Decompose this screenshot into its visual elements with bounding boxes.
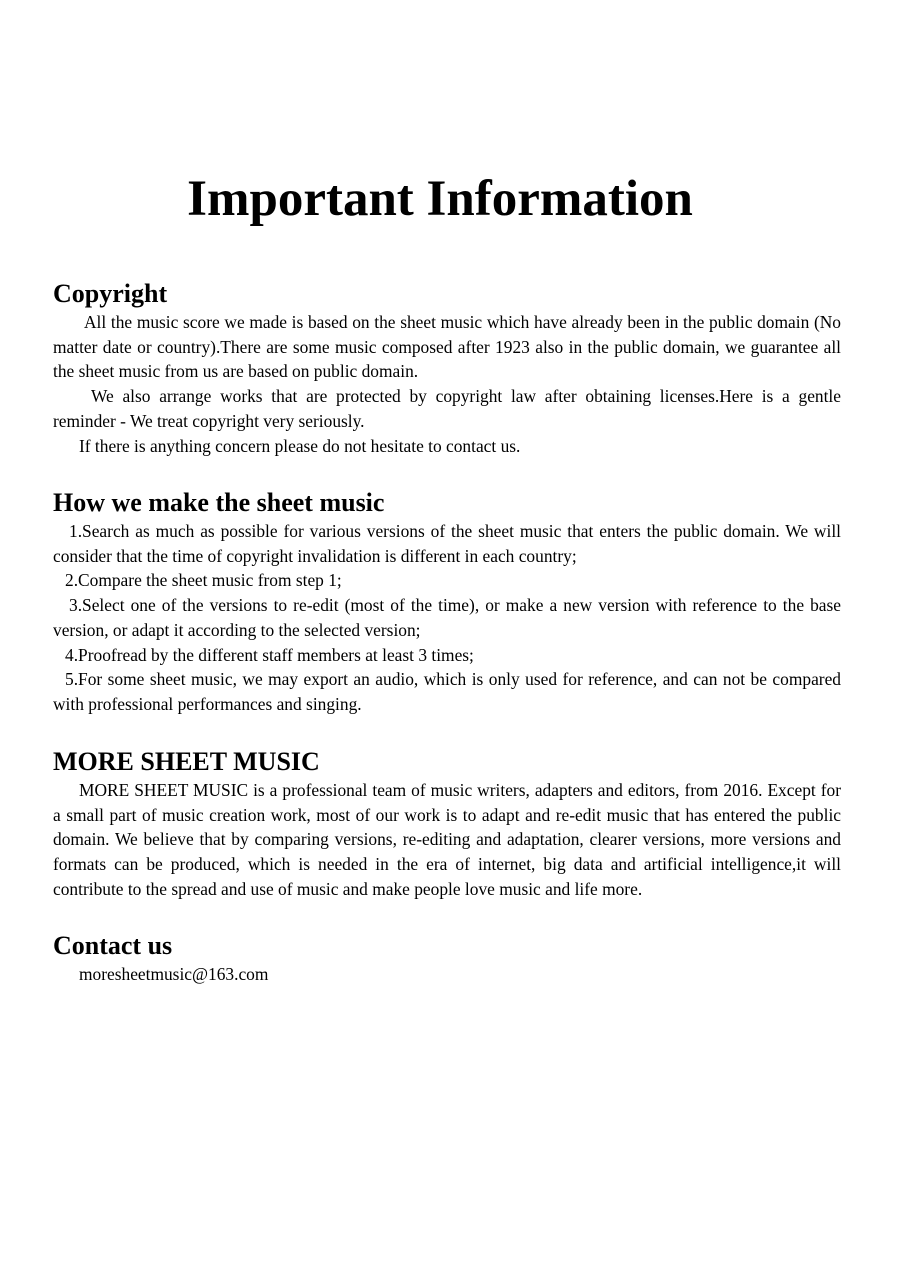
copyright-heading: Copyright [53,279,168,308]
copyright-section [53,278,841,458]
process-step-5: 5.For some sheet music, we may export an audio, which is only used for reference, and can not be compared with professional performances and singing. [53,669,841,714]
how-we-make-section [53,487,841,717]
more-sheet-music-section [53,746,841,902]
page-title: Important Information [187,171,693,227]
contact-heading: Contact us [53,931,173,960]
more-sheet-music-paragraph: MORE SHEET MUSIC is a professional team of music writers, adapters and editors, from 2016. Except for a small part of music creation work, most of our work is to adapt and re-edit music that has entered the public domain. We believe that by comparing versions, re-editing and adaptation, clearer versions, more versions and formats can be produced, which is needed in the era of internet, big data and artificial intelligence,it will contribute to the spread and use of music and make people love music and life more. [53,780,841,899]
copyright-paragraph-1: All the music score we made is based on the sheet music which have already been in the public domain (No matter date or country).There are some music composed after 1923 also in the public domain, we guarantee all the sheet music from us are based on public domain. [53,312,841,382]
process-step-4: 4.Proofread by the different staff members at least 3 times; [65,644,474,665]
how-we-make-heading: How we make the sheet music [53,488,385,517]
process-step-1: 1.Search as much as possible for various versions of the sheet music that enters the public domain. We will consider that the time of copyright invalidation is different in each country; [53,521,841,566]
more-sheet-music-heading: MORE SHEET MUSIC [53,747,320,776]
process-step-2: 2.Compare the sheet music from step 1; [65,570,342,591]
copyright-paragraph-2: We also arrange works that are protected by copyright law after obtaining licenses.Here is a gentle reminder - We treat copyright very seriously. [53,386,841,431]
process-step-3: 3.Select one of the versions to re-edit (most of the time), or make a new version with reference to the base version, or adapt it according to the selected version; [53,595,841,640]
contact-section [53,930,841,987]
copyright-paragraph-3: If there is anything concern please do not hesitate to contact us. [79,435,521,456]
contact-email[interactable]: moresheetmusic@163.com [79,964,269,984]
